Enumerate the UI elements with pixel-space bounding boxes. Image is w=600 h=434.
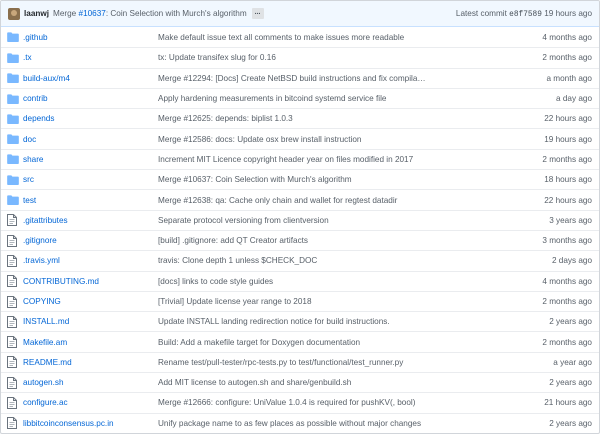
file-name-link[interactable]: build-aux/m4: [23, 73, 70, 83]
folder-icon: [1, 114, 23, 124]
file-commit-message-link[interactable]: Unify package name to as few places as possible without major changes: [158, 418, 422, 428]
file-icon: [1, 296, 23, 308]
file-commit-age: 2 days ago: [551, 256, 592, 266]
file-row: [1, 108, 599, 128]
file-commit-age: a month ago: [546, 73, 592, 83]
folder-icon: [1, 195, 23, 205]
file-name-link[interactable]: doc: [23, 134, 37, 144]
file-commit-age: a day ago: [556, 94, 592, 104]
file-icon: [1, 377, 23, 389]
file-commit-age: a year ago: [553, 357, 592, 367]
file-commit-age: 4 months ago: [542, 276, 592, 286]
file-commit-age: 4 months ago: [542, 32, 592, 42]
file-commit-age: 21 hours ago: [544, 398, 592, 408]
file-name-link[interactable]: .travis.yml: [23, 256, 60, 266]
commit-message-prefix: Merge: [53, 9, 79, 18]
file-name-link[interactable]: .github: [23, 32, 48, 42]
file-commit-message-link[interactable]: [docs] links to code style guides: [158, 276, 274, 286]
file-icon: [1, 417, 23, 429]
file-row: [1, 210, 599, 230]
file-commit-age: 3 months ago: [542, 236, 592, 246]
file-commit-age: 3 years ago: [549, 215, 592, 225]
file-commit-age: 2 years ago: [549, 378, 592, 388]
file-list: [1, 27, 599, 433]
latest-commit-age: 19 hours ago: [541, 8, 592, 18]
commit-author[interactable]: laanwj: [24, 9, 50, 18]
file-commit-message-link[interactable]: travis: Clone depth 1 unless $CHECK_DOC: [158, 256, 318, 266]
folder-icon: [1, 32, 23, 42]
file-commit-message-link[interactable]: Merge #10637: Coin Selection with Murch's algorithm: [158, 175, 352, 185]
file-commit-message-link[interactable]: Merge #12294: [Docs] Create NetBSD build instructions and fix compila…: [158, 73, 426, 83]
latest-commit-bar: [1, 1, 599, 27]
file-row: [1, 189, 599, 209]
file-row: [1, 149, 599, 169]
file-commit-message-link[interactable]: [build] .gitignore: add QT Creator artifacts: [158, 236, 309, 246]
file-row: [1, 372, 599, 392]
file-commit-age: 2 years ago: [549, 317, 592, 327]
file-commit-message-link[interactable]: Apply hardening measurements in bitcoind systemd service file: [158, 94, 387, 104]
file-commit-message-link[interactable]: Merge #12625: depends: biplist 1.0.3: [158, 114, 293, 124]
file-icon: [1, 235, 23, 247]
file-name-link[interactable]: contrib: [23, 94, 48, 104]
file-commit-age: 19 hours ago: [544, 134, 592, 144]
file-row: [1, 271, 599, 291]
file-commit-age: 18 hours ago: [544, 175, 592, 185]
file-row: [1, 169, 599, 189]
author-avatar[interactable]: [8, 8, 20, 20]
file-icon: [1, 356, 23, 368]
file-commit-message-link[interactable]: Add MIT license to autogen.sh and share/genbuild.sh: [158, 378, 352, 388]
file-row: [1, 88, 599, 108]
commit-pr-link[interactable]: #10637: [78, 9, 106, 18]
folder-icon: [1, 73, 23, 83]
file-name-link[interactable]: CONTRIBUTING.md: [23, 276, 99, 286]
commit-message-suffix: : Coin Selection with Murch's algorithm: [105, 9, 247, 18]
file-icon: [1, 316, 23, 328]
file-name-link[interactable]: autogen.sh: [23, 378, 64, 388]
file-name-link[interactable]: src: [23, 175, 34, 185]
file-commit-age: 2 months ago: [542, 154, 592, 164]
file-commit-message-link[interactable]: Merge #12638: qa: Cache only chain and wallet for regtest datadir: [158, 195, 398, 205]
file-commit-age: 2 months ago: [542, 337, 592, 347]
file-commit-age: 2 months ago: [542, 297, 592, 306]
file-row: [1, 47, 599, 67]
file-commit-age: 2 years ago: [549, 418, 592, 428]
file-name-link[interactable]: .gitignore: [23, 236, 57, 246]
file-commit-message-link[interactable]: [Trivial] Update license year range to 2018: [158, 297, 312, 306]
file-name-link[interactable]: .gitattributes: [23, 215, 68, 225]
file-commit-message-link[interactable]: Increment MIT Licence copyright header year on files modified in 2017: [158, 154, 414, 164]
file-commit-message-link[interactable]: Rename test/pull-tester/rpc-tests.py to test/functional/test_runner.py: [158, 357, 404, 367]
file-commit-message-link[interactable]: tx: Update transifex slug for 0.16: [158, 53, 276, 63]
file-commit-age: 22 hours ago: [544, 195, 592, 205]
file-row: [1, 230, 599, 250]
file-name-link[interactable]: .tx: [23, 53, 32, 63]
folder-icon: [1, 154, 23, 164]
file-icon: [1, 397, 23, 409]
file-name-link[interactable]: COPYING: [23, 297, 61, 306]
file-name-link[interactable]: README.md: [23, 357, 72, 367]
file-row: [1, 291, 599, 311]
file-name-link[interactable]: INSTALL.md: [23, 317, 70, 327]
file-commit-message-link[interactable]: Separate protocol versioning from clientversion: [158, 215, 329, 225]
file-name-link[interactable]: depends: [23, 114, 55, 124]
file-icon: [1, 214, 23, 226]
file-icon: [1, 336, 23, 348]
file-name-link[interactable]: libbitcoinconsensus.pc.in: [23, 418, 114, 428]
file-icon: [1, 275, 23, 287]
latest-commit-label: Latest commit: [455, 8, 510, 18]
commit-sha-link[interactable]: e8f7589: [509, 10, 542, 19]
folder-icon: [1, 53, 23, 63]
file-commit-message-link[interactable]: Make default issue text all comments to make issues more readable: [158, 32, 405, 42]
latest-commit-info: [456, 9, 592, 19]
file-name-link[interactable]: test: [23, 195, 37, 205]
folder-icon: [1, 134, 23, 144]
file-row: [1, 250, 599, 270]
file-commit-message-link[interactable]: Build: Add a makefile target for Doxygen documentation: [158, 337, 361, 347]
file-name-link[interactable]: configure.ac: [23, 398, 68, 408]
folder-icon: [1, 94, 23, 104]
file-commit-message-link[interactable]: Merge #12666: configure: UniValue 1.0.4 is required for pushKV(, bool): [158, 398, 416, 408]
file-row: [1, 392, 599, 412]
file-row: [1, 27, 599, 47]
file-row: [1, 331, 599, 351]
file-row: [1, 128, 599, 148]
file-commit-age: 22 hours ago: [544, 114, 592, 124]
commit-message[interactable]: [53, 9, 247, 18]
file-commit-message-link[interactable]: Update INSTALL landing redirection notice for build instructions.: [158, 317, 390, 327]
file-row: [1, 68, 599, 88]
file-icon: [1, 255, 23, 267]
file-name-link[interactable]: Makefile.am: [23, 337, 68, 347]
file-row: [1, 352, 599, 372]
file-row: [1, 413, 599, 433]
file-name-link[interactable]: share: [23, 154, 44, 164]
file-commit-age: 2 months ago: [542, 53, 592, 63]
file-commit-message-link[interactable]: Merge #12586: docs: Update osx brew install instruction: [158, 134, 362, 144]
expand-commit-message-button[interactable]: ...: [252, 8, 264, 19]
file-row: [1, 311, 599, 331]
folder-icon: [1, 175, 23, 185]
